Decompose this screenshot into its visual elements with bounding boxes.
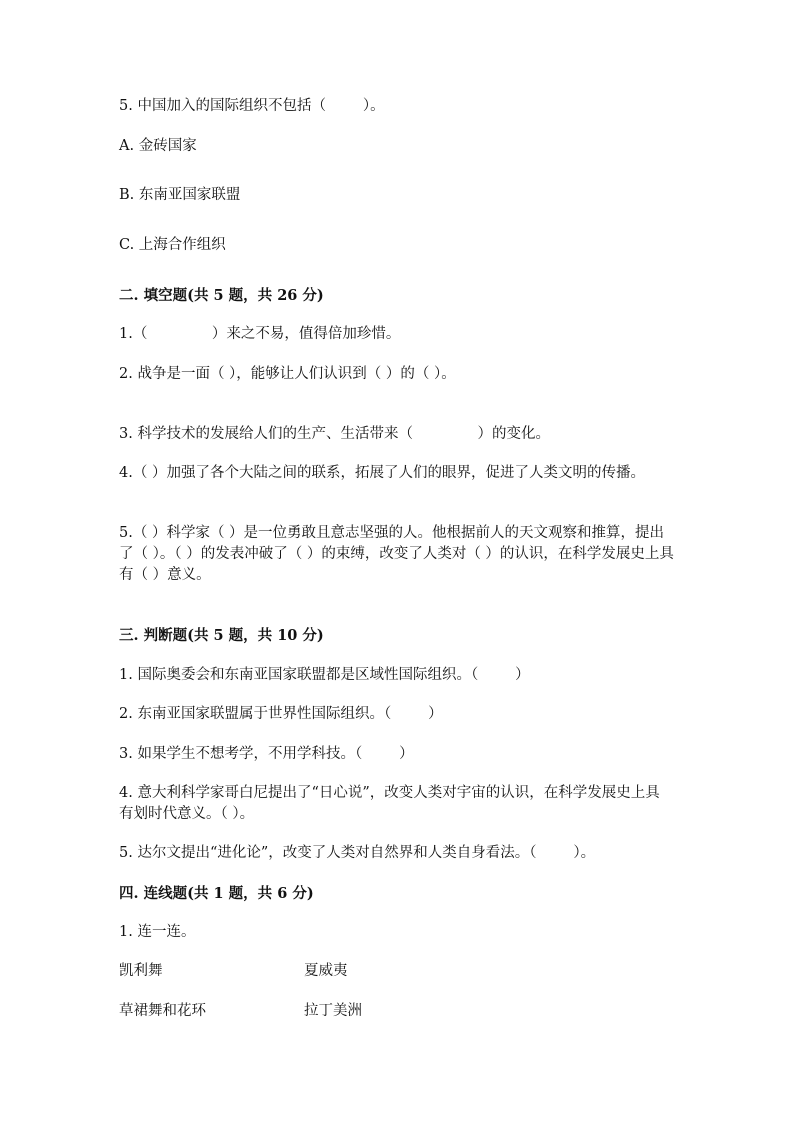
- judge-item-5: 5. 达尔文提出“进化论”，改变了人类对自然界和人类自身看法。（ ）。: [119, 845, 596, 861]
- judge-item-1: 1. 国际奥委会和东南亚国家联盟都是区域性国际组织。（ ）: [119, 667, 530, 683]
- judge-item-3: 3. 如果学生不想考学，不用学科技。（ ）: [119, 746, 414, 762]
- section-heading-judge: 三. 判断题(共 5 题，共 10 分): [119, 627, 324, 644]
- judge-item-2: 2. 东南亚国家联盟属于世界性国际组织。（ ）: [119, 706, 443, 722]
- fill-item-1: 1.（ ）来之不易，值得倍加珍惜。: [119, 326, 401, 342]
- fill-item-4: 4.（ ）加强了各个大陆之间的联系，拓展了人们的眼界，促进了人类文明的传播。: [119, 465, 645, 481]
- question-5-stem: 5. 中国加入的国际组织不包括（ ）。: [119, 98, 385, 114]
- match-left-2: 草裙舞和花环: [119, 1003, 206, 1019]
- match-stem: 1. 连一连。: [119, 924, 196, 940]
- section-heading-match: 四. 连线题(共 1 题，共 6 分): [119, 885, 314, 902]
- option-a: A. 金砖国家: [119, 138, 197, 154]
- fill-item-5: 5.（ ）科学家（ ）是一位勇敢且意志坚强的人。他根据前人的天文观察和推算，提出了（ ）。（ ）的发表冲破了（ ）的束缚，改变了人类对（ ）的认识，在科学发展史上具有（ ）意义。: [119, 525, 674, 583]
- option-b: B. 东南亚国家联盟: [119, 187, 241, 203]
- match-left-1: 凯利舞: [119, 963, 163, 979]
- match-right-1: 夏威夷: [304, 963, 348, 979]
- option-c: C. 上海合作组织: [119, 237, 226, 253]
- fill-item-2: 2. 战争是一面（ ），能够让人们认识到（ ）的（ ）。: [119, 366, 456, 382]
- match-right-2: 拉丁美洲: [304, 1003, 362, 1019]
- judge-item-4: 4. 意大利科学家哥白尼提出了“日心说”，改变人类对宇宙的认识，在科学发展史上具有划时代意义。（ ）。: [119, 785, 660, 822]
- fill-item-3: 3. 科学技术的发展给人们的生产、生活带来（ ）的变化。: [119, 426, 550, 442]
- section-heading-fill: 二. 填空题(共 5 题，共 26 分): [119, 287, 324, 304]
